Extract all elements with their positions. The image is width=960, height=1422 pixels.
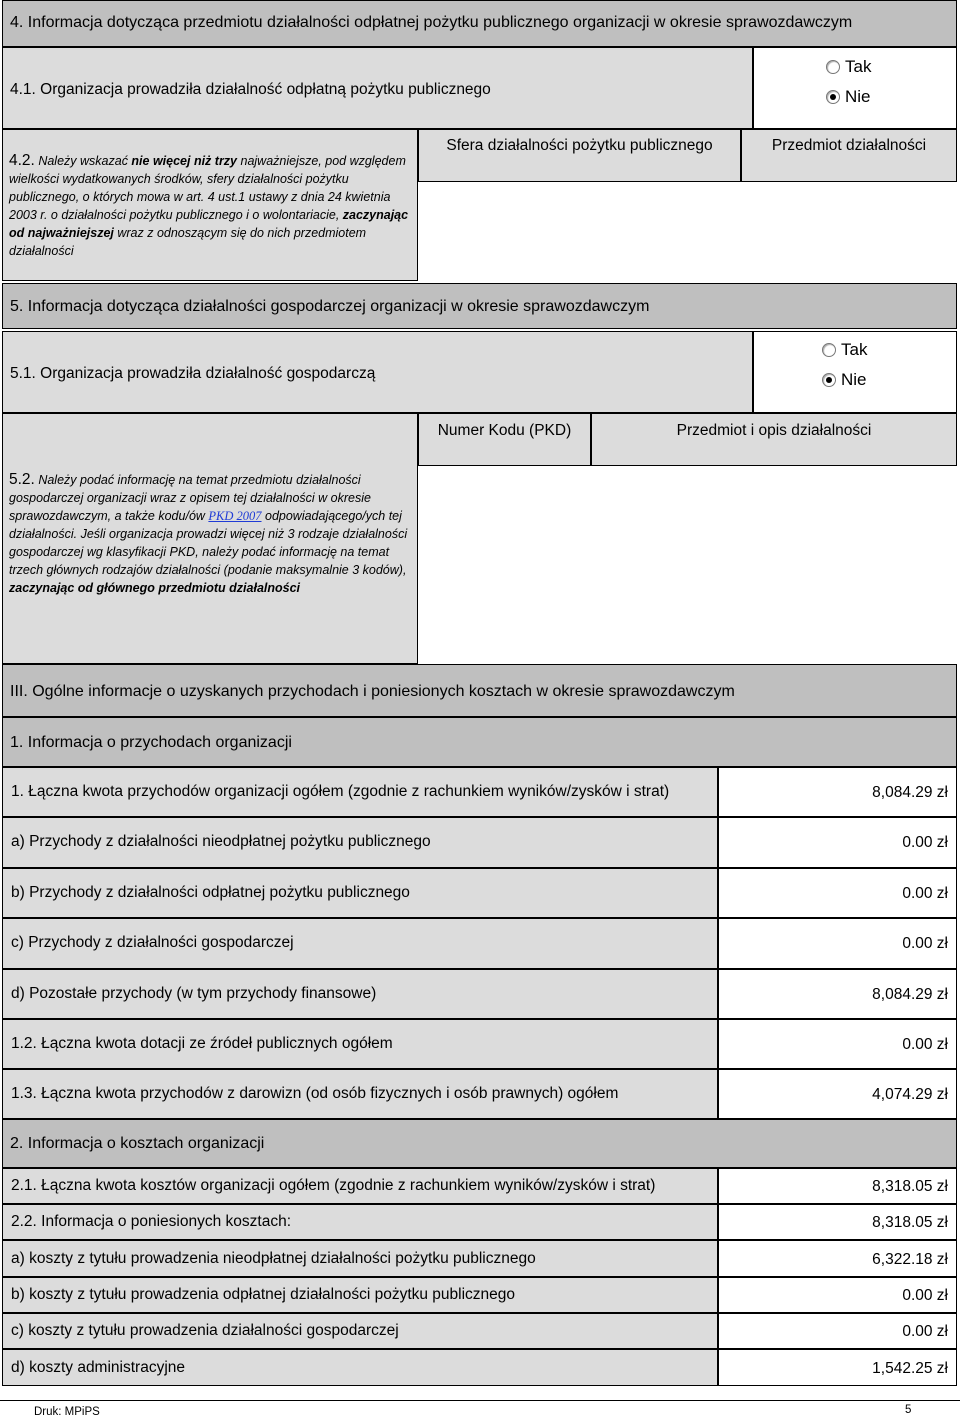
section-3-header [2, 664, 957, 717]
q42-text-c: najważniejsze, pod względem wielkości wydatkowanych środków, sfery działalności pożytku publicznego, o których mowa w art. 4 ust.1 ustawy z dnia 24 kwietnia 2003 r. o działalności pożytku publicznego i o wolontariacie, [9, 154, 406, 222]
costs-subtitle: 2. Informacja o kosztach organizacji [10, 1135, 265, 1152]
q51-label-cell [2, 331, 753, 413]
costs-subheader [2, 1119, 957, 1168]
table-row [2, 1019, 718, 1069]
q51-radio-nie[interactable] [822, 367, 867, 393]
income-subheader [2, 717, 957, 767]
table-row [2, 1240, 718, 1277]
q52-instruction [9, 471, 413, 597]
row-value: 8,318.05 zł [872, 1178, 948, 1195]
radio-checked-icon [822, 373, 836, 387]
row-value: 8,318.05 zł [872, 1214, 948, 1231]
table-row [2, 969, 718, 1019]
section-5-title: 5. Informacja dotycząca działalności gospodarczej organizacji w okresie sprawozdawczym [10, 298, 650, 315]
q42-text-e: wraz z odnoszącym się do nich przedmiotem działalności [9, 226, 367, 258]
table-row [2, 868, 718, 918]
footer-rule [0, 1400, 960, 1401]
q52-text-a: Należy podać informację na temat przedmiotu działalności gospodarczej organizacji wraz z opisem tej działalności w okresie sprawozdawczym, a także kodu/ów [9, 473, 371, 523]
q41-radio-group [826, 54, 871, 110]
col-sfera-header [418, 129, 741, 182]
row-label: c) koszty z tytułu prowadzenia działalności gospodarczej [11, 1322, 399, 1339]
table-row-value [718, 1240, 957, 1277]
q52-number: 5.2. [9, 471, 35, 488]
table-row [2, 817, 718, 868]
row-label: 2.2. Informacja o poniesionych kosztach: [11, 1213, 292, 1230]
q51-radio-cell [753, 331, 957, 413]
q51-radio-tak[interactable] [822, 337, 867, 363]
row-value: 4,074.29 zł [872, 1086, 948, 1103]
q51-radio-group [822, 337, 867, 393]
row-label: b) Przychody z działalności odpłatnej pożytku publicznego [11, 884, 410, 901]
col-przedmiot-label: Przedmiot działalności [771, 137, 927, 154]
col-przedmiot-header [741, 129, 957, 182]
table-row-value [718, 767, 957, 817]
table-row-value [718, 918, 957, 969]
income-subtitle: 1. Informacja o przychodach organizacji [10, 734, 292, 751]
q42-text-a: Należy wskazać [34, 154, 132, 168]
section-5-header [2, 283, 957, 329]
row-value: 1,542.25 zł [872, 1360, 948, 1377]
row-label: 1.3. Łączna kwota przychodów z darowizn (od osób fizycznych i osób prawnych) ogółem [11, 1085, 619, 1102]
row-label: 1.2. Łączna kwota dotacji ze źródeł publicznych ogółem [11, 1035, 393, 1052]
section-4-title: 4. Informacja dotycząca przedmiotu działalności odpłatnej pożytku publicznego organizacji w okresie sprawozdawczym [10, 14, 853, 31]
row-value: 0.00 zł [902, 1036, 948, 1053]
table-row-value [718, 817, 957, 868]
q41-label-cell [2, 47, 753, 129]
col-opis-header [591, 413, 957, 466]
q41-radio-cell [753, 47, 957, 129]
col-pkd-header [418, 413, 591, 466]
row-value: 0.00 zł [902, 885, 948, 902]
q51-nie-label: Nie [841, 370, 867, 389]
row-label: a) Przychody z działalności nieodpłatnej pożytku publicznego [11, 833, 431, 850]
table-row-value [718, 868, 957, 918]
table-row-value [718, 1349, 957, 1386]
table-row [2, 767, 718, 817]
q52-text-b: odpowiadającego/ych tej działalności. Jeśli organizacja prowadzi więcej niż 3 rodzaje działalności gospodarczej wg klasyfikacji PKD, należy podać informację na temat trzech głównych rodzajów działalności (podanie maksymalnie 3 kodów), [9, 509, 408, 577]
row-value: 8,084.29 zł [872, 986, 948, 1003]
q42-text-b: nie więcej niż trzy [131, 154, 238, 168]
table-row [2, 1168, 718, 1204]
q41-nie-label: Nie [845, 87, 871, 106]
q41-radio-nie[interactable] [826, 84, 871, 110]
table-row [2, 1313, 718, 1349]
pkd-2007-link[interactable]: PKD 2007 [208, 509, 262, 523]
q42-instruction-cell [2, 129, 418, 281]
footer-print-label: Druk: MPiPS [34, 1406, 100, 1418]
row-value: 0.00 zł [902, 834, 948, 851]
q41-tak-label: Tak [845, 57, 872, 76]
q42-number: 4.2. [9, 152, 35, 169]
row-value: 0.00 zł [902, 1323, 948, 1340]
q51-tak-label: Tak [841, 340, 868, 359]
table-row-value [718, 1019, 957, 1069]
radio-unchecked-icon [826, 60, 840, 74]
row-label: a) koszty z tytułu prowadzenia nieodpłatnej działalności pożytku publicznego [11, 1250, 536, 1267]
table-row [2, 1277, 718, 1313]
row-value: 6,322.18 zł [872, 1251, 948, 1268]
q41-label: 4.1. Organizacja prowadziła działalność odpłatną pożytku publicznego [10, 81, 491, 98]
table-row-value [718, 969, 957, 1019]
radio-checked-icon [826, 90, 840, 104]
table-row [2, 918, 718, 969]
row-value: 0.00 zł [902, 1287, 948, 1304]
col-opis-label: Przedmiot i opis działalności [676, 422, 872, 439]
table-row-value [718, 1069, 957, 1119]
table-row [2, 1349, 718, 1386]
page-number: 5 [905, 1404, 912, 1416]
col-pkd-label: Numer Kodu (PKD) [437, 422, 572, 439]
section-3-title: III. Ogólne informacje o uzyskanych przychodach i poniesionych kosztach w okresie sprawozdawczym [10, 683, 735, 700]
row-label: d) koszty administracyjne [11, 1359, 186, 1376]
row-label: 1. Łączna kwota przychodów organizacji ogółem (zgodnie z rachunkiem wyników/zysków i strat) [11, 783, 670, 800]
table-row-value [718, 1168, 957, 1204]
q51-label: 5.1. Organizacja prowadziła działalność gospodarczą [10, 365, 376, 382]
row-label: 2.1. Łączna kwota kosztów organizacji ogółem (zgodnie z rachunkiem wyników/zysków i strat) [11, 1177, 656, 1194]
q42-text-d: zaczynając od najważniejszej [9, 208, 409, 240]
q52-text-c: zaczynając od głównego przedmiotu działalności [9, 581, 301, 595]
row-label: c) Przychody z działalności gospodarczej [11, 934, 294, 951]
q52-instruction-cell [2, 413, 418, 664]
radio-unchecked-icon [822, 343, 836, 357]
row-label: b) koszty z tytułu prowadzenia odpłatnej działalności pożytku publicznego [11, 1286, 516, 1303]
row-value: 8,084.29 zł [872, 784, 948, 801]
table-row-value [718, 1204, 957, 1240]
q42-instruction [9, 152, 413, 260]
row-label: d) Pozostałe przychody (w tym przychody finansowe) [11, 985, 377, 1002]
section-4-header [2, 0, 957, 47]
col-sfera-label: Sfera działalności pożytku publicznego [446, 137, 713, 154]
q41-radio-tak[interactable] [826, 54, 871, 80]
table-row-value [718, 1313, 957, 1349]
table-row [2, 1069, 718, 1119]
table-row-value [718, 1277, 957, 1313]
table-row [2, 1204, 718, 1240]
row-value: 0.00 zł [902, 935, 948, 952]
